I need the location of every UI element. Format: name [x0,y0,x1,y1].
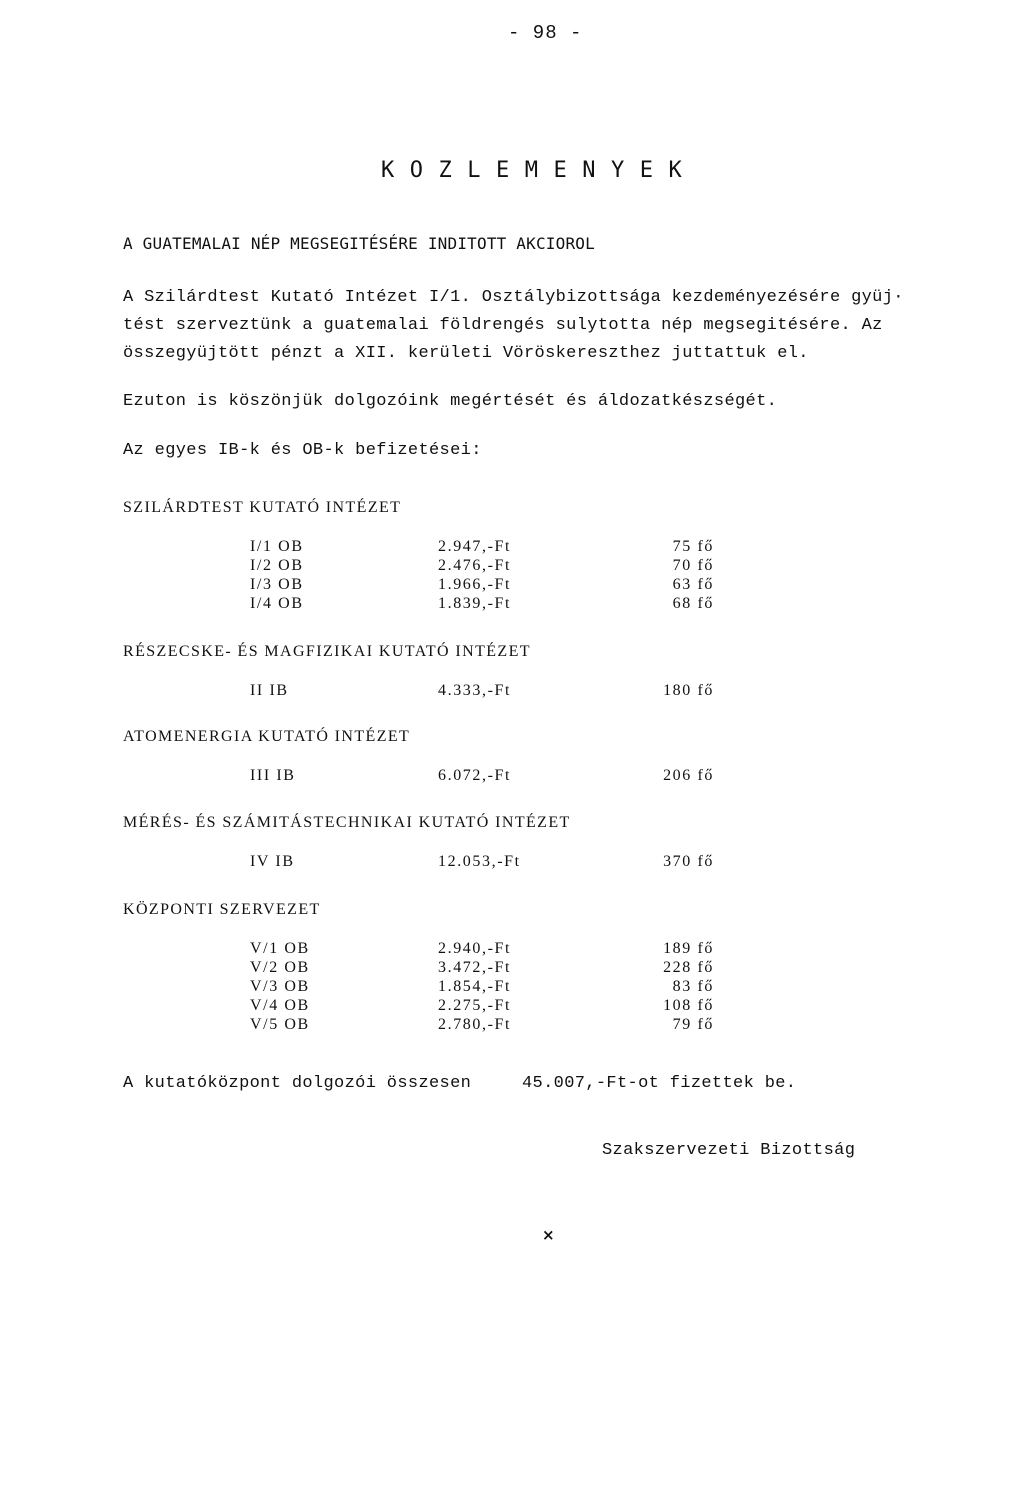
section-title: SZILÁRDTEST KUTATÓ INTÉZET [123,499,402,516]
section-title: MÉRÉS- ÉS SZÁMITÁSTECHNIKAI KUTATÓ INTÉZET [123,814,571,831]
amount-cell: 3.472,-Ft [438,959,512,976]
total-value: 45.007,-Ft-ot fizettek be. [522,1074,797,1093]
signature: Szakszervezeti Bizottság [602,1141,856,1160]
paragraph-line: tést szerveztünk a guatemalai földrengés sulytotta nép megsegitésére. Az [123,316,883,335]
persons-cell: 70 fő [672,557,714,574]
section-title: RÉSZECSKE- ÉS MAGFIZIKAI KUTATÓ INTÉZET [123,643,531,660]
unit-cell: I/3 OB [250,576,304,593]
unit-cell: I/4 OB [250,595,304,612]
persons-cell: 108 fő [663,997,714,1014]
paragraph-line: A Szilárdtest Kutató Intézet I/1. Osztálybizottsága kezdeményezésére gyüj· [123,288,904,307]
unit-cell: V/1 OB [250,940,310,957]
thanks-line: Ezuton is köszönjük dolgozóink megértését és áldozatkészségét. [123,392,778,411]
unit-cell: I/2 OB [250,557,304,574]
amount-cell: 1.839,-Ft [438,595,512,612]
amount-cell: 4.333,-Ft [438,682,512,699]
page-title: KOZLEMENYEK [381,158,698,183]
total-label: A kutatóközpont dolgozói összesen [123,1074,472,1093]
persons-cell: 75 fő [672,538,714,555]
unit-cell: I/1 OB [250,538,304,555]
page-number: - 98 - [508,22,583,44]
persons-cell: 83 fő [672,978,714,995]
amount-cell: 2.275,-Ft [438,997,512,1014]
amount-cell: 2.476,-Ft [438,557,512,574]
intro-line: Az egyes IB-k és OB-k befizetései: [123,441,482,460]
persons-cell: 189 fő [663,940,714,957]
unit-cell: V/5 OB [250,1016,310,1033]
paragraph-line: összegyüjtött pénzt a XII. kerületi Vöröskereszthez juttattuk el. [123,344,809,363]
amount-cell: 1.854,-Ft [438,978,512,995]
persons-cell: 68 fő [672,595,714,612]
section-title: ATOMENERGIA KUTATÓ INTÉZET [123,728,411,745]
amount-cell: 2.940,-Ft [438,940,512,957]
end-mark-icon: × [542,1226,555,1244]
unit-cell: V/4 OB [250,997,310,1014]
unit-cell: V/3 OB [250,978,310,995]
unit-cell: IV IB [250,853,295,870]
amount-cell: 12.053,-Ft [438,853,521,870]
subtitle: A GUATEMALAI NÉP MEGSEGITÉSÉRE INDITOTT AKCIOROL [123,234,595,253]
amount-cell: 6.072,-Ft [438,767,512,784]
persons-cell: 228 fő [663,959,714,976]
amount-cell: 2.780,-Ft [438,1016,512,1033]
amount-cell: 1.966,-Ft [438,576,512,593]
amount-cell: 2.947,-Ft [438,538,512,555]
persons-cell: 180 fő [663,682,714,699]
unit-cell: V/2 OB [250,959,310,976]
persons-cell: 370 fő [663,853,714,870]
persons-cell: 79 fő [672,1016,714,1033]
unit-cell: III IB [250,767,296,784]
persons-cell: 206 fő [663,767,714,784]
section-title: KÖZPONTI SZERVEZET [123,901,321,918]
unit-cell: II IB [250,682,289,699]
persons-cell: 63 fő [672,576,714,593]
